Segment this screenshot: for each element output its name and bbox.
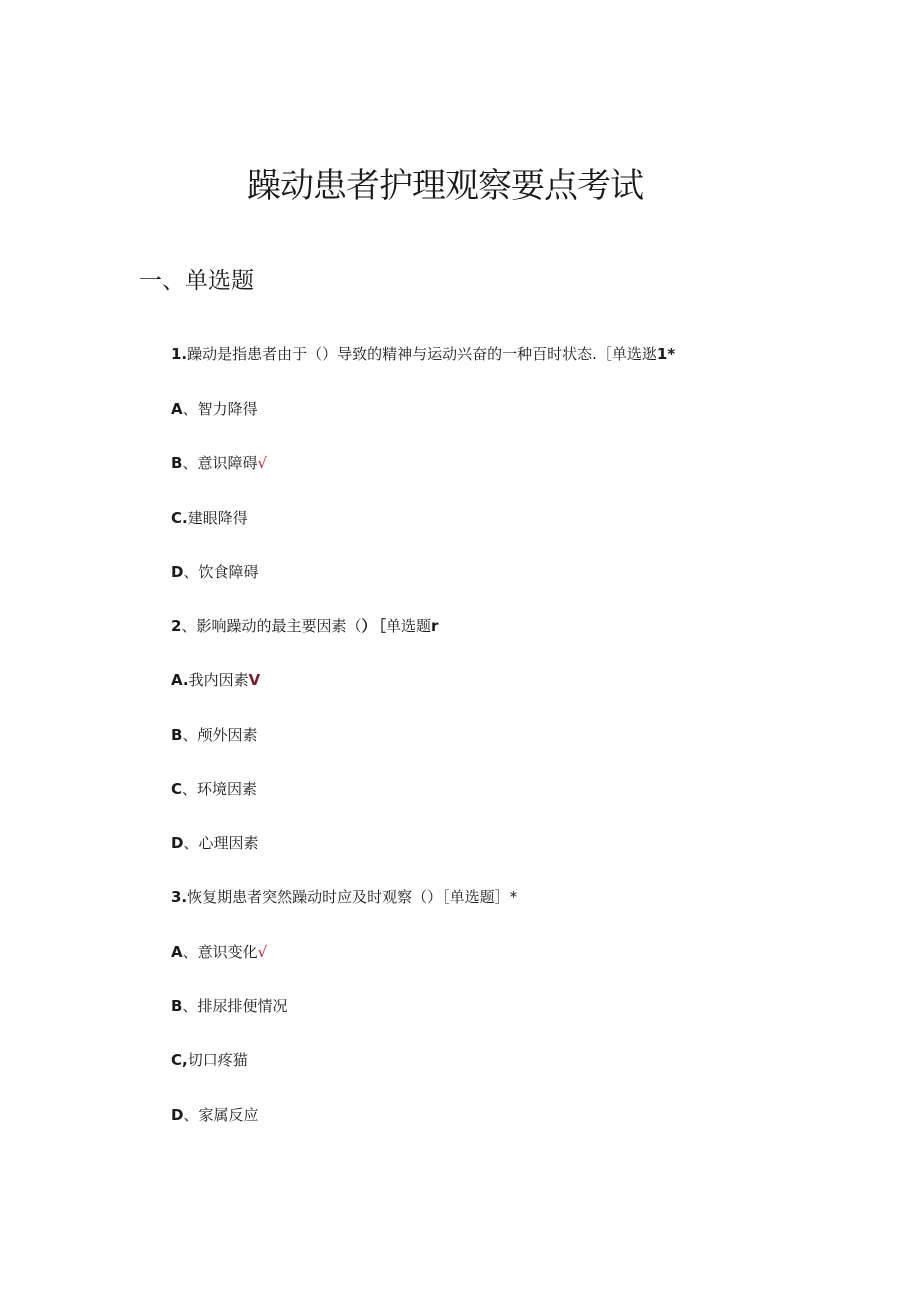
q2-option-d	[171, 832, 258, 854]
option-letter: C,	[171, 1051, 188, 1069]
q1-option-a	[171, 398, 258, 420]
option-letter: B	[171, 454, 183, 472]
option-text: 、意识变化	[182, 943, 258, 961]
question-number: 1.	[171, 345, 188, 363]
option-letter: D	[171, 563, 184, 581]
question-text: 、影响躁动的最主要因素（	[181, 617, 362, 635]
option-text: 、智力降得	[182, 400, 258, 418]
option-letter: D	[171, 834, 184, 852]
question-paren: ）	[361, 617, 377, 635]
option-text: 、排尿排便情况	[182, 997, 288, 1015]
question-text: 躁动是指患者由于（）导致的精神与运动兴奋的一种百时状态.［单选逖	[187, 345, 657, 363]
option-text: 建眼降得	[187, 509, 248, 527]
q1-option-d	[171, 561, 258, 583]
option-text: 、环境因素	[182, 780, 258, 798]
option-letter: D	[171, 1106, 184, 1124]
q3-option-a	[171, 941, 267, 963]
q2-option-c	[171, 778, 257, 800]
question-bracket: ［	[378, 617, 386, 635]
question-tag: r	[431, 617, 439, 635]
option-text: 、颅外因素	[182, 726, 258, 744]
document-title: 躁动患者护理观察要点考试	[247, 166, 643, 206]
q1-option-b	[171, 452, 267, 474]
option-text: 我内因素	[188, 671, 249, 689]
option-letter: C.	[171, 509, 188, 527]
q2-option-a	[171, 669, 260, 691]
question-type: 单选题	[385, 617, 431, 635]
option-letter: A.	[171, 671, 189, 689]
question-number: 3.	[171, 888, 188, 906]
correct-mark-icon: V	[248, 671, 261, 689]
question-2	[171, 615, 438, 637]
q3-option-c	[171, 1049, 248, 1071]
option-letter: B	[171, 726, 183, 744]
question-number: 2	[171, 617, 182, 635]
option-text: 、意识障碍	[182, 454, 258, 472]
question-text: 恢复期患者突然躁动时应及时观察（）［单选题］*	[187, 888, 518, 906]
question-3	[171, 886, 517, 908]
section-heading: 一、单选题	[139, 268, 254, 294]
correct-mark-icon: √	[257, 943, 268, 961]
q1-option-c	[171, 507, 248, 529]
option-text: 、心理因素	[183, 834, 259, 852]
correct-mark-icon: √	[257, 454, 268, 472]
q3-option-b	[171, 995, 287, 1017]
option-text: 、家属反应	[183, 1106, 259, 1124]
q2-option-b	[171, 724, 257, 746]
option-letter: A	[171, 400, 183, 418]
option-letter: A	[171, 943, 183, 961]
q3-option-d	[171, 1104, 258, 1126]
option-text: 、饮食障碍	[183, 563, 259, 581]
option-text: 切口疼猫	[187, 1051, 248, 1069]
question-1	[171, 343, 675, 365]
option-letter: C	[171, 780, 183, 798]
option-letter: B	[171, 997, 183, 1015]
question-tag: 1*	[656, 345, 676, 363]
